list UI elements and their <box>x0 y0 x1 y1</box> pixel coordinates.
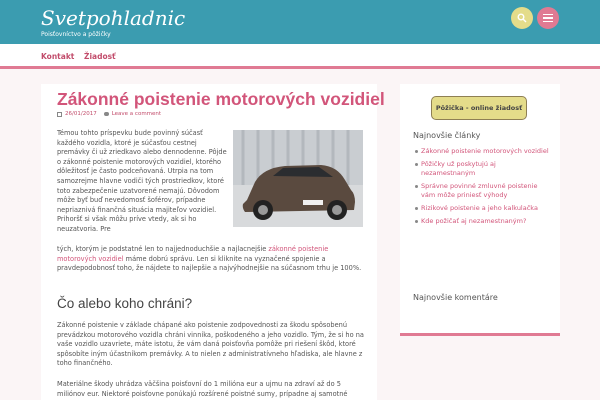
post-inline-link[interactable]: zákonné poistenie motorových vozidiel <box>57 245 329 263</box>
main-navigation <box>0 44 600 69</box>
section-heading: Čo alebo koho chráni? <box>57 296 193 311</box>
recent-comments-heading: Najnovšie komentáre <box>413 293 498 302</box>
post-date[interactable]: 26/01/2017 <box>65 111 97 117</box>
calendar-icon <box>57 112 62 117</box>
recent-post-link[interactable]: Kde požičať aj nezamestnaným? <box>421 217 551 227</box>
post-paragraph-3: Zákonné poistenie v základe chápané ako poistenie zodpovednosti za škodu spôsobenú prevádzkou motorového vozidla chráni vinníka, poškodeného a jeho vozidlo. Tým, že si ho na vaše vozidlo uzavriete, máte istotu, že vám daná poisťovňa pomôže pri riešení škôd, ktoré spôsobíte iným účastníkom premávky. A to nielen z administratívneho hľadiska, ale hlavne z toho finančného. <box>57 321 364 368</box>
post-paragraph-2 <box>57 245 367 274</box>
recent-posts-heading: Najnovšie články <box>413 131 481 140</box>
recent-post-link[interactable]: Správne povinné zmluvné poistenie vám môže priniesť výhody <box>421 182 551 201</box>
nav-item-kontakt[interactable]: Kontakt <box>41 52 75 61</box>
post-meta <box>57 111 161 117</box>
recent-post-link[interactable]: Rizikové poistenie a jeho kalkulačka <box>421 204 551 214</box>
loan-request-button[interactable]: Pôžička - online žiadosť <box>431 96 527 120</box>
recent-post-link[interactable]: Zákonné poistenie motorových vozidiel <box>421 147 551 157</box>
recent-posts-list <box>421 147 551 229</box>
post-title[interactable]: Zákonné poistenie motorových vozidiel <box>57 89 385 109</box>
sidebar <box>400 84 560 336</box>
site-description: Poisťovníctvo a pôžičky <box>41 31 111 38</box>
menu-toggle-button[interactable] <box>537 7 559 29</box>
site-title[interactable]: Svetpohladnic <box>41 6 186 30</box>
paragraph-text: tých, ktorým je podstatné len to najjednoduchšie a najlacnejšie <box>57 245 267 253</box>
paragraph-text: máme dobrú správu. Len si kliknite na vyznačené spojenie a pravdepodobnosť toho, že nájdete to najlepšie a najvýhodnejšie na súčasnom trhu je 100%. <box>57 254 362 273</box>
search-icon <box>517 13 527 23</box>
post-content <box>41 84 385 400</box>
post-paragraph-4: Materiálne škody uhrádza väčšina poisťovní do 1 milióna eur a ujmu na zdraví až do 5 miliónov eur. Niektoré poisťovne ponúkajú rozšírené poistné sumy, prípadne aj samotné <box>57 380 348 398</box>
search-button[interactable] <box>511 7 533 29</box>
post-comments-link[interactable]: Leave a comment <box>111 111 162 117</box>
featured-image <box>233 130 363 227</box>
site-header <box>0 0 600 44</box>
menu-icon <box>543 14 553 16</box>
comment-icon <box>104 112 109 116</box>
recent-post-link[interactable]: Pôžičky už poskytujú aj nezamestnaným <box>421 160 551 179</box>
post-paragraph-1: Témou tohto príspevku bude povinný súčasť každého vozidla, ktoré je súčasťou cestnej premávky či už zriedkavo alebo dennodenne. Pôjde o zákonné poistenie motorových vozidiel, ktorého dôležitosť je často podceňovaná. Utrpia na tom samozrejme hlavne vodiči tých prostriedkov, ktoré toto zabezpečenie uzatvorené nemajú. Dôvodom môže byť buď nevedomosť šoférov, prípadne nepriaznivá finančná situácia majiteľov vozidiel. Prihoršť si však môžu príve vtedy, ak si ho neuzatvoria. Pre <box>57 129 227 233</box>
nav-item-ziadost[interactable]: Žiadosť <box>84 52 116 61</box>
